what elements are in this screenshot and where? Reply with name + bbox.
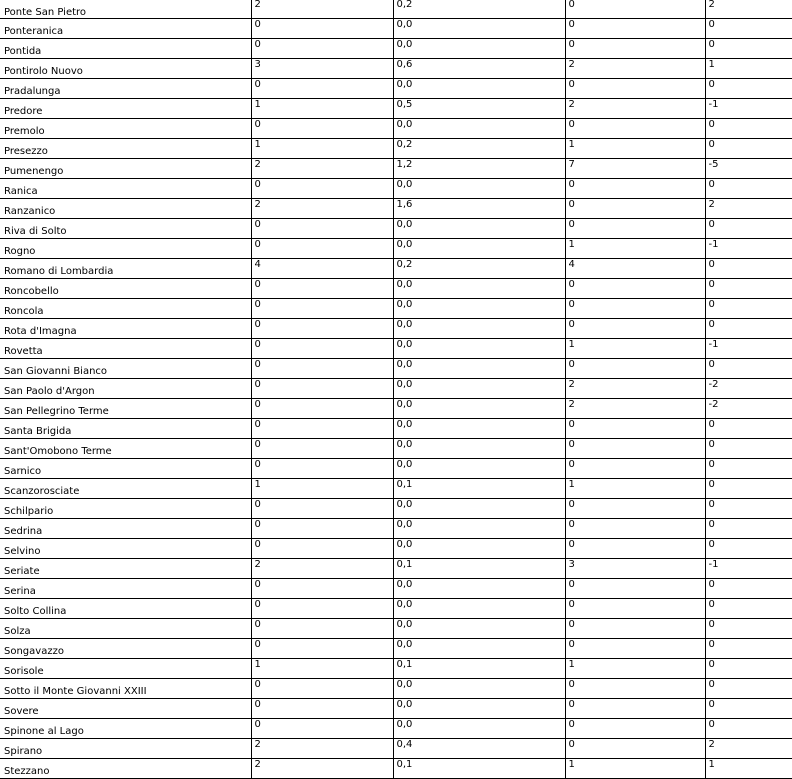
value-cell-col2: 0,0: [393, 679, 565, 699]
value-cell-col4: 0: [705, 179, 792, 199]
value-cell-col2: 0,0: [393, 619, 565, 639]
value-cell-col4: 2: [705, 199, 792, 219]
value-cell-col3: 0: [565, 359, 705, 379]
table-row: [0, 619, 792, 639]
table-row: [0, 0, 792, 19]
value-cell-col3: 7: [565, 159, 705, 179]
value-cell-col2: 0,0: [393, 419, 565, 439]
value-cell-col2: 0,2: [393, 139, 565, 159]
municipality-cell: Seriate: [0, 559, 251, 579]
value-cell-col1: 0: [251, 339, 393, 359]
value-cell-col3: 0: [565, 319, 705, 339]
table-row: [0, 79, 792, 99]
value-cell-col4: 0: [705, 79, 792, 99]
value-cell-col1: 0: [251, 619, 393, 639]
value-cell-col3: 1: [565, 339, 705, 359]
value-cell-col1: 2: [251, 739, 393, 759]
value-cell-col4: 1: [705, 759, 792, 779]
value-cell-col1: 0: [251, 119, 393, 139]
municipality-cell: Spinone al Lago: [0, 719, 251, 739]
municipality-cell: Rogno: [0, 239, 251, 259]
value-cell-col4: 0: [705, 459, 792, 479]
municipality-cell: Riva di Solto: [0, 219, 251, 239]
value-cell-col4: -2: [705, 399, 792, 419]
value-cell-col2: 0,0: [393, 519, 565, 539]
value-cell-col1: 0: [251, 299, 393, 319]
table-row: [0, 519, 792, 539]
table-row: [0, 279, 792, 299]
table-row: [0, 719, 792, 739]
value-cell-col2: 0,2: [393, 0, 565, 19]
value-cell-col4: -1: [705, 559, 792, 579]
table-row: [0, 379, 792, 399]
municipality-cell: San Giovanni Bianco: [0, 359, 251, 379]
value-cell-col4: 0: [705, 19, 792, 39]
value-cell-col2: 0,0: [393, 319, 565, 339]
value-cell-col1: 0: [251, 239, 393, 259]
value-cell-col3: 0: [565, 739, 705, 759]
value-cell-col4: 0: [705, 699, 792, 719]
value-cell-col4: -1: [705, 239, 792, 259]
value-cell-col3: 2: [565, 399, 705, 419]
municipality-cell: Scanzorosciate: [0, 479, 251, 499]
value-cell-col4: 0: [705, 599, 792, 619]
municipality-cell: Schilpario: [0, 499, 251, 519]
value-cell-col1: 1: [251, 659, 393, 679]
municipality-cell: Ranzanico: [0, 199, 251, 219]
table-row: [0, 539, 792, 559]
value-cell-col3: 0: [565, 699, 705, 719]
value-cell-col4: 0: [705, 359, 792, 379]
value-cell-col4: 0: [705, 419, 792, 439]
municipality-cell: Pradalunga: [0, 79, 251, 99]
value-cell-col3: 4: [565, 259, 705, 279]
value-cell-col4: 0: [705, 519, 792, 539]
municipality-cell: Sovere: [0, 699, 251, 719]
value-cell-col3: 0: [565, 599, 705, 619]
table-row: [0, 299, 792, 319]
value-cell-col4: 0: [705, 39, 792, 59]
value-cell-col3: 0: [565, 179, 705, 199]
value-cell-col4: -5: [705, 159, 792, 179]
value-cell-col1: 0: [251, 319, 393, 339]
value-cell-col3: 0: [565, 639, 705, 659]
table-row: [0, 699, 792, 719]
value-cell-col1: 2: [251, 199, 393, 219]
value-cell-col1: 0: [251, 639, 393, 659]
table-row: [0, 659, 792, 679]
value-cell-col2: 0,0: [393, 719, 565, 739]
table-row: [0, 759, 792, 779]
value-cell-col3: 0: [565, 519, 705, 539]
value-cell-col2: 0,0: [393, 399, 565, 419]
value-cell-col1: 1: [251, 99, 393, 119]
value-cell-col3: 0: [565, 219, 705, 239]
value-cell-col4: 0: [705, 139, 792, 159]
value-cell-col2: 0,0: [393, 459, 565, 479]
value-cell-col2: 0,0: [393, 499, 565, 519]
table-row: [0, 119, 792, 139]
value-cell-col4: 0: [705, 499, 792, 519]
value-cell-col4: 0: [705, 679, 792, 699]
value-cell-col4: 0: [705, 219, 792, 239]
table-row: [0, 219, 792, 239]
value-cell-col2: 0,1: [393, 479, 565, 499]
municipality-cell: Roncola: [0, 299, 251, 319]
value-cell-col1: 2: [251, 759, 393, 779]
municipality-cell: Ponte San Pietro: [0, 0, 251, 19]
municipality-cell: Presezzo: [0, 139, 251, 159]
value-cell-col3: 2: [565, 379, 705, 399]
value-cell-col4: 0: [705, 659, 792, 679]
table-row: [0, 199, 792, 219]
value-cell-col4: 0: [705, 299, 792, 319]
municipality-cell: Pumenengo: [0, 159, 251, 179]
value-cell-col1: 0: [251, 179, 393, 199]
value-cell-col4: 2: [705, 739, 792, 759]
value-cell-col3: 2: [565, 99, 705, 119]
value-cell-col2: 0,1: [393, 559, 565, 579]
value-cell-col1: 0: [251, 459, 393, 479]
municipality-cell: Rovetta: [0, 339, 251, 359]
value-cell-col1: 0: [251, 399, 393, 419]
value-cell-col2: 0,5: [393, 99, 565, 119]
table-row: [0, 139, 792, 159]
value-cell-col2: 0,0: [393, 639, 565, 659]
value-cell-col3: 1: [565, 659, 705, 679]
value-cell-col1: 1: [251, 139, 393, 159]
value-cell-col2: 0,1: [393, 659, 565, 679]
value-cell-col1: 0: [251, 419, 393, 439]
value-cell-col1: 0: [251, 519, 393, 539]
value-cell-col3: 1: [565, 139, 705, 159]
table-row: [0, 499, 792, 519]
municipality-cell: Solto Collina: [0, 599, 251, 619]
table-row: [0, 179, 792, 199]
value-cell-col3: 1: [565, 759, 705, 779]
municipality-cell: Selvino: [0, 539, 251, 559]
value-cell-col3: 0: [565, 439, 705, 459]
table-row: [0, 39, 792, 59]
value-cell-col2: 1,2: [393, 159, 565, 179]
table-row: [0, 399, 792, 419]
value-cell-col3: 0: [565, 539, 705, 559]
table-row: [0, 739, 792, 759]
table-row: [0, 419, 792, 439]
value-cell-col2: 0,0: [393, 379, 565, 399]
value-cell-col1: 3: [251, 59, 393, 79]
value-cell-col2: 0,0: [393, 699, 565, 719]
table-row: [0, 239, 792, 259]
value-cell-col4: 0: [705, 579, 792, 599]
value-cell-col1: 0: [251, 579, 393, 599]
value-cell-col4: 0: [705, 279, 792, 299]
value-cell-col1: 2: [251, 559, 393, 579]
value-cell-col3: 0: [565, 459, 705, 479]
municipality-cell: Serina: [0, 579, 251, 599]
value-cell-col1: 4: [251, 259, 393, 279]
value-cell-col3: 1: [565, 479, 705, 499]
value-cell-col1: 0: [251, 539, 393, 559]
value-cell-col3: 0: [565, 19, 705, 39]
municipality-cell: San Pellegrino Terme: [0, 399, 251, 419]
table-row: [0, 459, 792, 479]
table-row: [0, 679, 792, 699]
municipality-cell: Sant'Omobono Terme: [0, 439, 251, 459]
municipality-cell: Ponteranica: [0, 19, 251, 39]
municipality-cell: Premolo: [0, 119, 251, 139]
municipality-cell: Stezzano: [0, 759, 251, 779]
value-cell-col2: 0,0: [393, 299, 565, 319]
table-row: [0, 639, 792, 659]
value-cell-col1: 0: [251, 679, 393, 699]
table-row: [0, 319, 792, 339]
value-cell-col4: 0: [705, 259, 792, 279]
value-cell-col2: 0,0: [393, 219, 565, 239]
municipality-cell: Santa Brigida: [0, 419, 251, 439]
value-cell-col4: 0: [705, 539, 792, 559]
value-cell-col2: 0,0: [393, 579, 565, 599]
value-cell-col3: 0: [565, 0, 705, 19]
table-row: [0, 19, 792, 39]
value-cell-col1: 0: [251, 359, 393, 379]
value-cell-col4: 0: [705, 619, 792, 639]
table-row: [0, 359, 792, 379]
municipality-cell: Pontirolo Nuovo: [0, 59, 251, 79]
table-row: [0, 579, 792, 599]
municipality-cell: San Paolo d'Argon: [0, 379, 251, 399]
value-cell-col1: 0: [251, 39, 393, 59]
value-cell-col4: -2: [705, 379, 792, 399]
value-cell-col2: 0,0: [393, 79, 565, 99]
value-cell-col2: 0,2: [393, 259, 565, 279]
value-cell-col1: 2: [251, 0, 393, 19]
table-row: [0, 99, 792, 119]
value-cell-col2: 0,0: [393, 599, 565, 619]
value-cell-col3: 0: [565, 119, 705, 139]
value-cell-col2: 0,0: [393, 179, 565, 199]
value-cell-col4: 0: [705, 479, 792, 499]
value-cell-col3: 0: [565, 679, 705, 699]
table-row: [0, 259, 792, 279]
value-cell-col1: 0: [251, 599, 393, 619]
value-cell-col2: 0,0: [393, 359, 565, 379]
value-cell-col3: 0: [565, 279, 705, 299]
value-cell-col2: 0,0: [393, 279, 565, 299]
table-row: [0, 479, 792, 499]
value-cell-col1: 0: [251, 379, 393, 399]
value-cell-col3: 0: [565, 199, 705, 219]
value-cell-col2: 0,0: [393, 439, 565, 459]
value-cell-col1: 0: [251, 19, 393, 39]
value-cell-col1: 0: [251, 279, 393, 299]
value-cell-col1: 0: [251, 699, 393, 719]
value-cell-col1: 0: [251, 219, 393, 239]
municipality-cell: Solza: [0, 619, 251, 639]
municipality-cell: Songavazzo: [0, 639, 251, 659]
value-cell-col2: 0,6: [393, 59, 565, 79]
value-cell-col3: 0: [565, 719, 705, 739]
value-cell-col1: 2: [251, 159, 393, 179]
municipality-cell: Romano di Lombardia: [0, 259, 251, 279]
value-cell-col2: 1,6: [393, 199, 565, 219]
table-row: [0, 439, 792, 459]
value-cell-col2: 0,4: [393, 739, 565, 759]
municipality-cell: Predore: [0, 99, 251, 119]
value-cell-col4: 2: [705, 0, 792, 19]
value-cell-col3: 3: [565, 559, 705, 579]
municipality-cell: Ranica: [0, 179, 251, 199]
municipality-cell: Sorisole: [0, 659, 251, 679]
value-cell-col4: 0: [705, 119, 792, 139]
table-row: [0, 339, 792, 359]
value-cell-col1: 1: [251, 479, 393, 499]
value-cell-col2: 0,0: [393, 339, 565, 359]
value-cell-col4: 0: [705, 639, 792, 659]
value-cell-col2: 0,0: [393, 239, 565, 259]
value-cell-col1: 0: [251, 79, 393, 99]
municipality-cell: Sedrina: [0, 519, 251, 539]
value-cell-col3: 1: [565, 239, 705, 259]
value-cell-col3: 0: [565, 39, 705, 59]
value-cell-col4: 0: [705, 719, 792, 739]
value-cell-col4: 0: [705, 319, 792, 339]
value-cell-col1: 0: [251, 719, 393, 739]
value-cell-col2: 0,0: [393, 39, 565, 59]
table-row: [0, 559, 792, 579]
value-cell-col3: 0: [565, 499, 705, 519]
table-row: [0, 59, 792, 79]
value-cell-col3: 0: [565, 79, 705, 99]
value-cell-col4: -1: [705, 339, 792, 359]
value-cell-col1: 0: [251, 439, 393, 459]
value-cell-col4: 1: [705, 59, 792, 79]
value-cell-col4: -1: [705, 99, 792, 119]
value-cell-col3: 0: [565, 419, 705, 439]
value-cell-col2: 0,1: [393, 759, 565, 779]
municipality-cell: Sotto il Monte Giovanni XXIII: [0, 679, 251, 699]
value-cell-col2: 0,0: [393, 119, 565, 139]
value-cell-col3: 0: [565, 299, 705, 319]
municipality-cell: Roncobello: [0, 279, 251, 299]
value-cell-col4: 0: [705, 439, 792, 459]
value-cell-col3: 0: [565, 579, 705, 599]
value-cell-col3: 0: [565, 619, 705, 639]
table-row: [0, 599, 792, 619]
municipality-cell: Pontida: [0, 39, 251, 59]
table-row: [0, 159, 792, 179]
value-cell-col2: 0,0: [393, 19, 565, 39]
municipality-cell: Rota d'Imagna: [0, 319, 251, 339]
municipality-cell: Sarnico: [0, 459, 251, 479]
value-cell-col1: 0: [251, 499, 393, 519]
municipality-cell: Spirano: [0, 739, 251, 759]
value-cell-col3: 2: [565, 59, 705, 79]
value-cell-col2: 0,0: [393, 539, 565, 559]
